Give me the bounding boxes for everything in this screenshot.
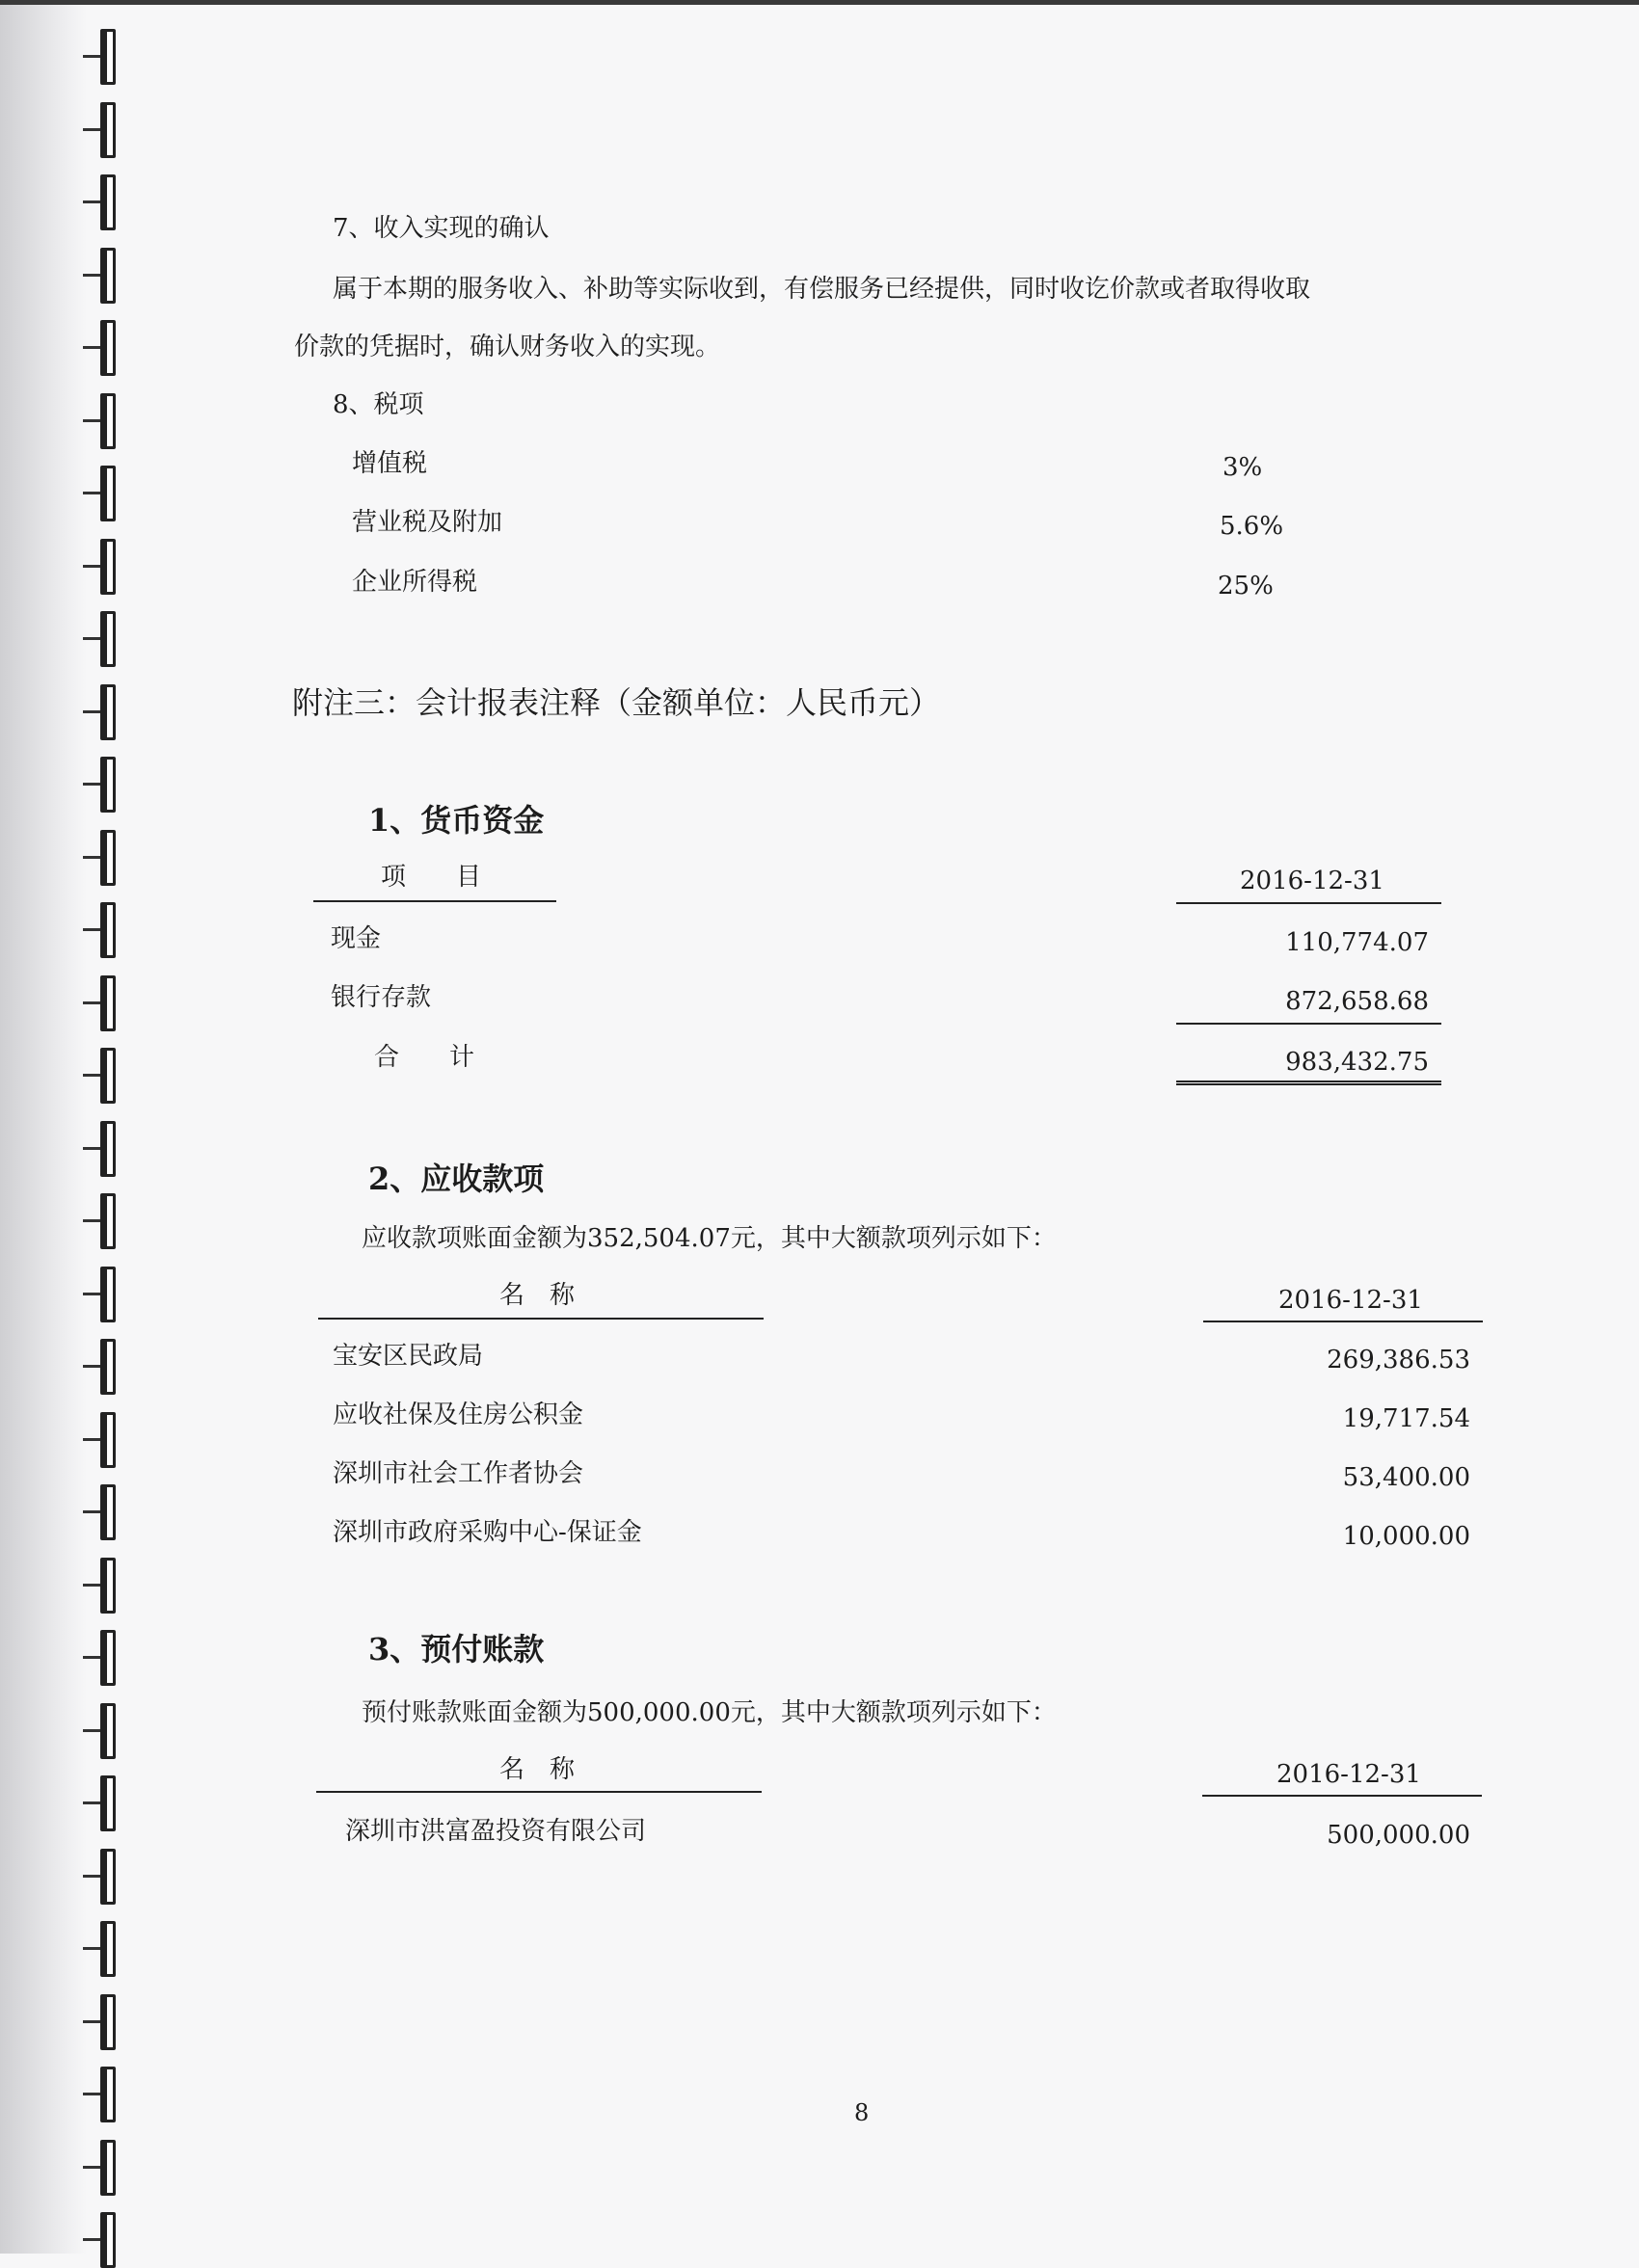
top-edge xyxy=(0,0,1639,5)
binding-ring xyxy=(93,684,125,740)
prepaid-heading: 3、预付账款 xyxy=(368,1631,545,1668)
page-number: 8 xyxy=(854,2099,870,2126)
cash-heading: 1、货币资金 xyxy=(368,802,545,839)
binding-ring xyxy=(93,466,125,521)
receivables-row-value: 19,717.54 xyxy=(1342,1404,1470,1433)
prepaid-date-underline xyxy=(1202,1795,1482,1797)
receivables-row-name: 深圳市政府采购中心-保证金 xyxy=(333,1518,642,1547)
binding-ring xyxy=(93,1703,125,1759)
receivables-heading: 2、应收款项 xyxy=(368,1161,545,1197)
binding-ring xyxy=(93,2212,125,2268)
cash-row-name: 现金 xyxy=(331,924,382,953)
tax-rate: 25% xyxy=(1218,572,1274,600)
binding-ring xyxy=(93,1630,125,1686)
receivables-date-underline xyxy=(1203,1321,1483,1322)
spiral-binding xyxy=(93,0,131,2254)
section7-paragraph-line1: 属于本期的服务收入、补助等实际收到，有偿服务已经提供，同时收讫价款或者取得收取 xyxy=(333,275,1311,304)
binding-ring xyxy=(93,1849,125,1905)
binding-ring xyxy=(93,539,125,595)
binding-ring xyxy=(93,1484,125,1540)
receivables-header-underline xyxy=(318,1318,764,1320)
receivables-row-name: 宝安区民政局 xyxy=(333,1342,484,1371)
cash-total-value: 983,432.75 xyxy=(1285,1048,1429,1077)
section7-paragraph-line2: 价款的凭据时，确认财务收入的实现。 xyxy=(294,333,721,361)
binding-ring xyxy=(93,975,125,1031)
prepaid-intro: 预付账款账面金额为500,000.00元，其中大额款项列示如下： xyxy=(362,1698,1057,1727)
binding-ring xyxy=(93,830,125,886)
binding-ring xyxy=(93,174,125,230)
note3-title: 附注三：会计报表注释（金额单位：人民币元） xyxy=(292,684,941,721)
binding-ring xyxy=(93,1921,125,1977)
binding-ring xyxy=(93,902,125,958)
prepaid-col-name: 名 称 xyxy=(499,1755,576,1784)
cash-subtotal-line xyxy=(1176,1023,1441,1025)
tax-rate: 3% xyxy=(1223,453,1263,482)
cash-col-item: 项 目 xyxy=(381,863,482,892)
binding-ring xyxy=(93,29,125,85)
binding-ring xyxy=(93,248,125,304)
receivables-col-date: 2016-12-31 xyxy=(1278,1286,1423,1315)
receivables-col-name: 名 称 xyxy=(499,1281,576,1310)
receivables-row-value: 53,400.00 xyxy=(1342,1463,1470,1492)
receivables-intro: 应收款项账面金额为352,504.07元，其中大额款项列示如下： xyxy=(362,1224,1057,1253)
binding-ring xyxy=(93,1121,125,1177)
binding-shadow xyxy=(0,0,87,2254)
binding-ring xyxy=(93,1558,125,1614)
prepaid-row-value: 500,000.00 xyxy=(1327,1821,1470,1850)
binding-ring xyxy=(93,2067,125,2122)
binding-ring xyxy=(93,393,125,449)
cash-total-double-underline xyxy=(1176,1081,1441,1085)
tax-name: 企业所得税 xyxy=(352,568,478,597)
section7-heading: 7、收入实现的确认 xyxy=(333,214,550,243)
binding-ring xyxy=(93,1994,125,2050)
cash-header-underline xyxy=(313,900,556,902)
receivables-row-value: 10,000.00 xyxy=(1342,1522,1470,1551)
cash-date-underline xyxy=(1176,902,1441,904)
prepaid-col-date: 2016-12-31 xyxy=(1276,1760,1421,1789)
cash-row-value: 110,774.07 xyxy=(1285,928,1429,957)
binding-ring xyxy=(93,320,125,376)
binding-ring xyxy=(93,1267,125,1322)
binding-ring xyxy=(93,1339,125,1395)
tax-name: 营业税及附加 xyxy=(352,508,503,537)
binding-ring xyxy=(93,757,125,813)
tax-name: 增值税 xyxy=(352,449,428,478)
receivables-row-name: 深圳市社会工作者协会 xyxy=(333,1459,584,1488)
cash-col-date: 2016-12-31 xyxy=(1240,867,1384,895)
receivables-row-value: 269,386.53 xyxy=(1327,1346,1470,1374)
binding-ring xyxy=(93,1193,125,1249)
binding-ring xyxy=(93,2140,125,2196)
binding-ring xyxy=(93,611,125,667)
receivables-row-name: 应收社保及住房公积金 xyxy=(333,1401,584,1429)
cash-total-label: 合 计 xyxy=(374,1043,475,1072)
binding-ring xyxy=(93,1775,125,1831)
cash-row-value: 872,658.68 xyxy=(1285,987,1429,1016)
cash-row-name: 银行存款 xyxy=(331,983,432,1012)
section8-heading: 8、税项 xyxy=(333,390,424,419)
prepaid-header-underline xyxy=(316,1791,762,1793)
binding-ring xyxy=(93,1048,125,1104)
binding-ring xyxy=(93,102,125,158)
tax-rate: 5.6% xyxy=(1220,512,1284,541)
binding-ring xyxy=(93,1412,125,1468)
prepaid-row-name: 深圳市洪富盈投资有限公司 xyxy=(345,1817,647,1846)
